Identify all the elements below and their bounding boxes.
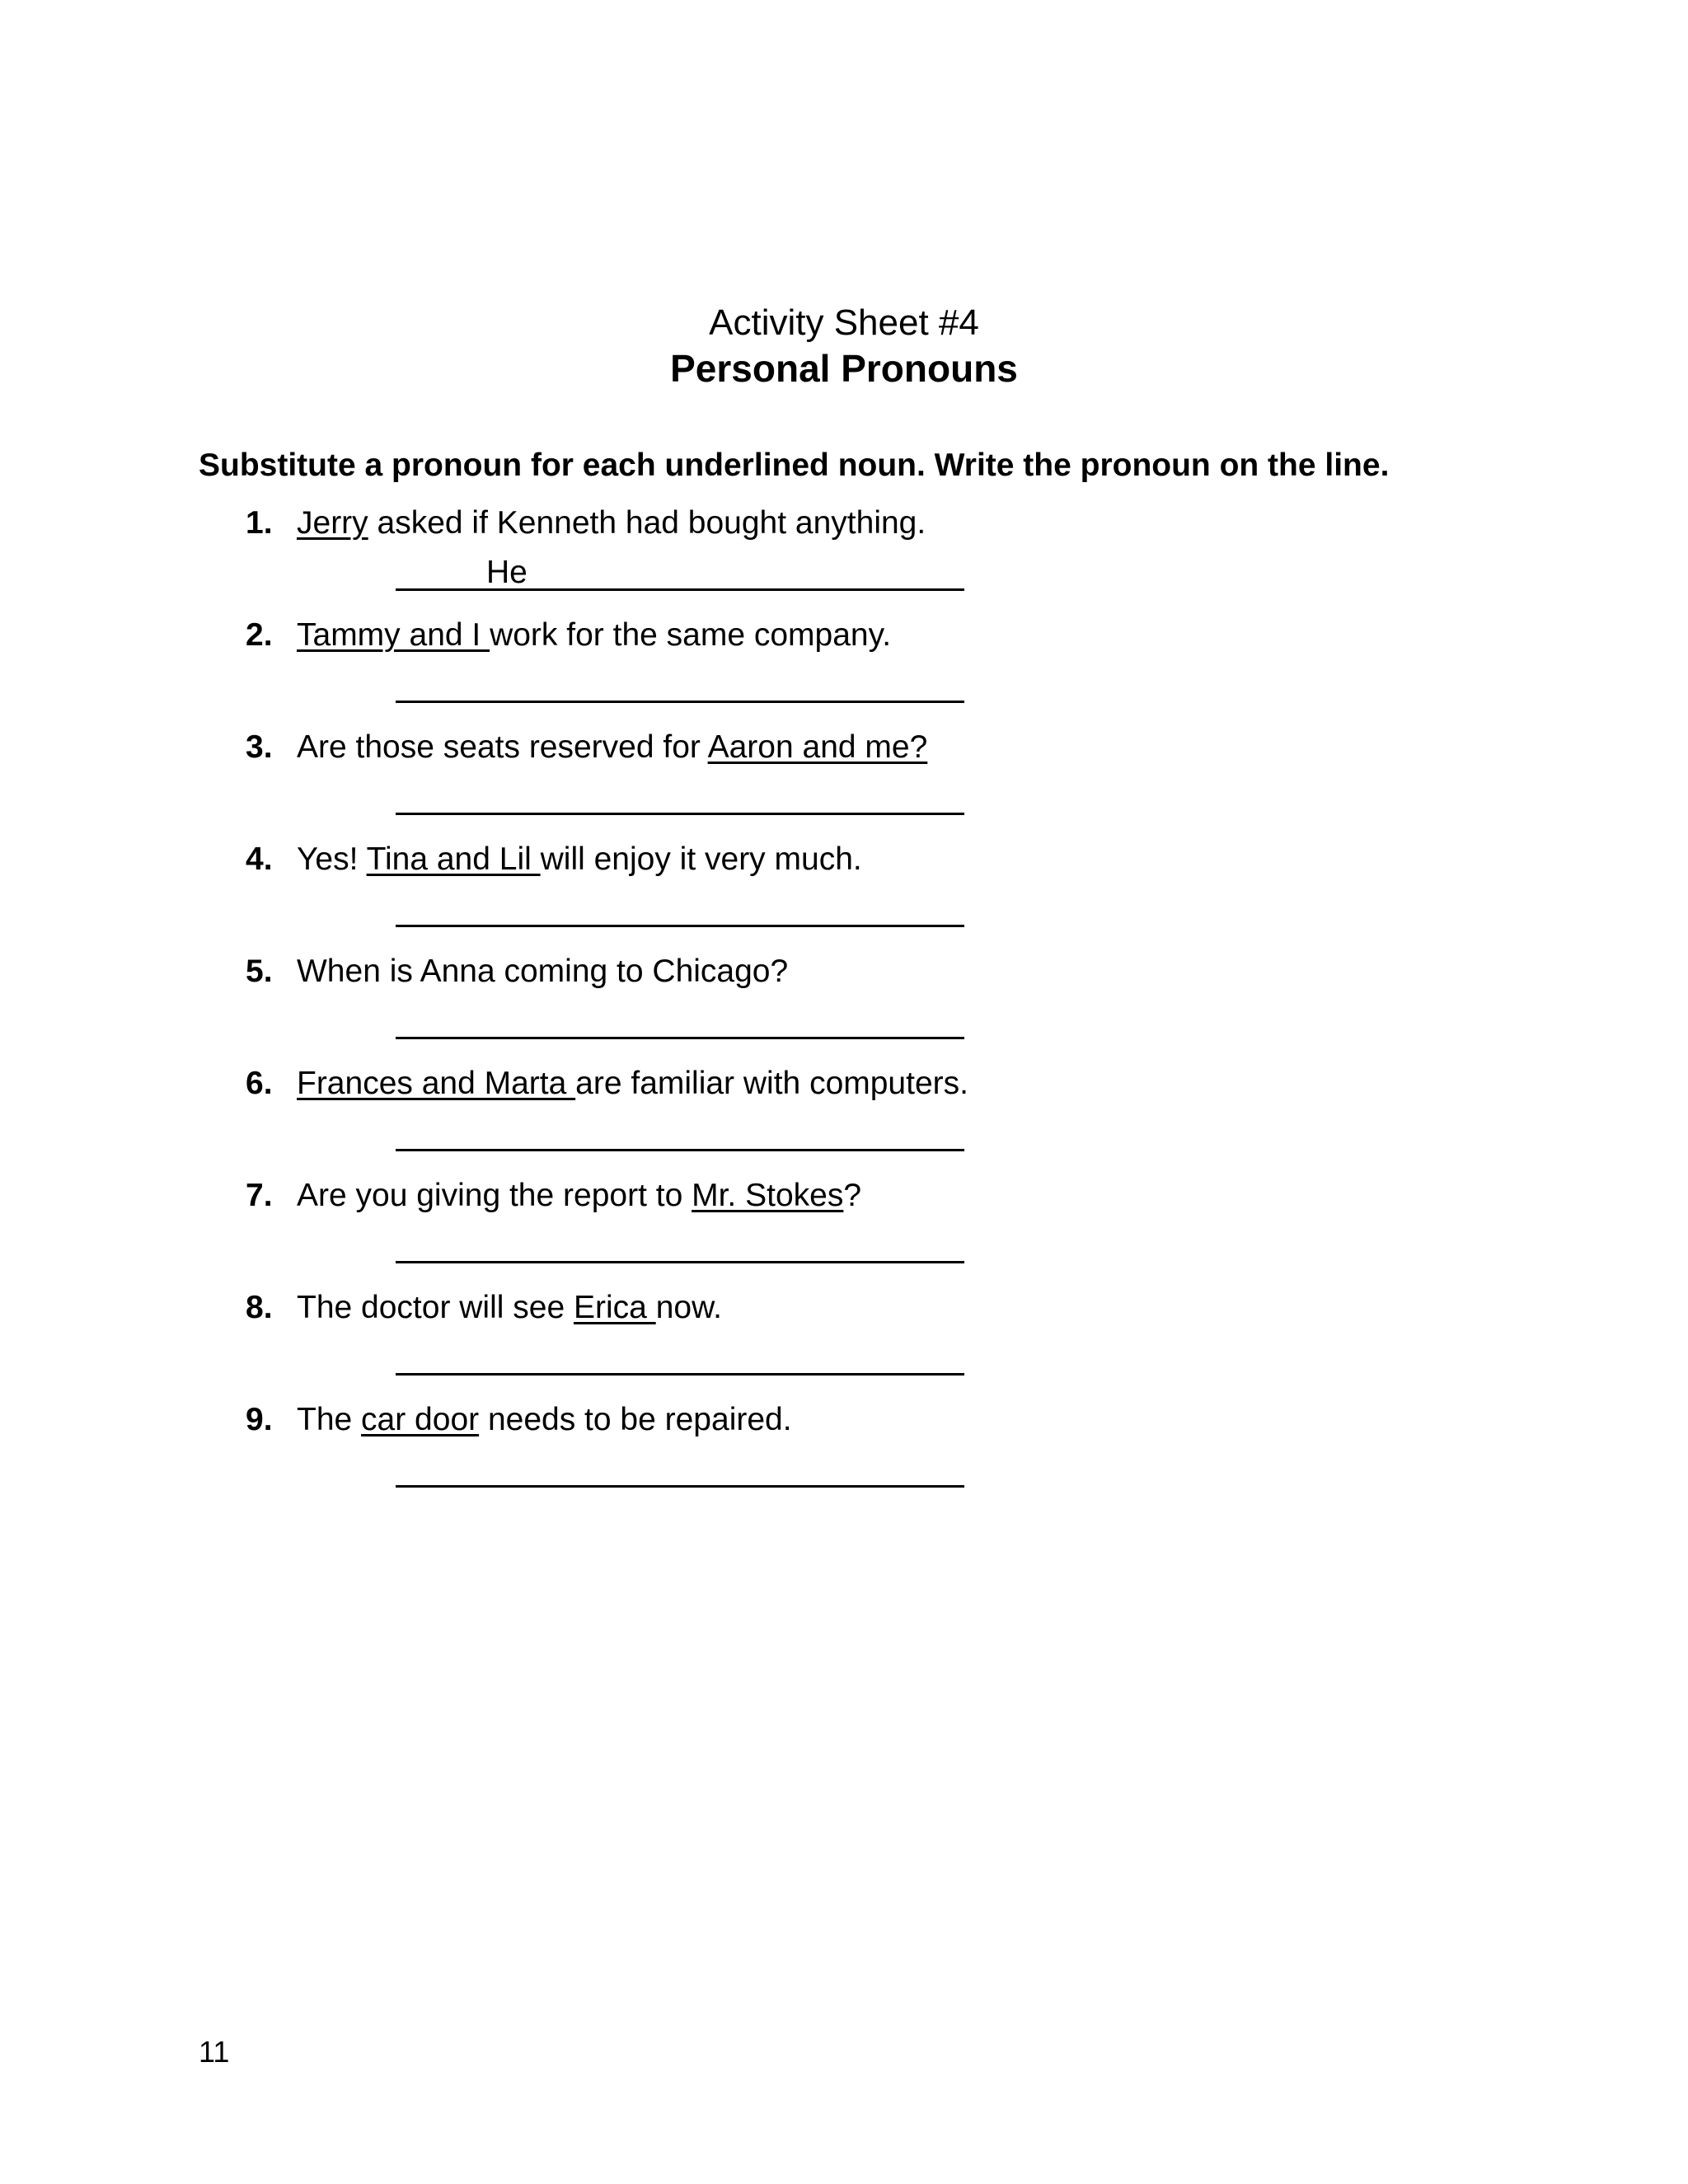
answer-line[interactable] (396, 925, 964, 927)
answer-line[interactable] (396, 1261, 964, 1263)
activity-sheet-label: Activity Sheet #4 (709, 302, 979, 343)
answer-line[interactable] (396, 1037, 964, 1039)
item-number: 8. (246, 1290, 273, 1325)
item-number: 3. (246, 729, 273, 765)
sentence-after: now. (655, 1290, 722, 1325)
sentence-after: are familiar with computers. (575, 1066, 968, 1101)
item-number: 1. (246, 505, 273, 541)
underlined-noun: Aaron and me? (707, 729, 928, 765)
answer-line[interactable] (396, 1149, 964, 1151)
answer-line[interactable] (396, 813, 964, 815)
sentence-after: needs to be repaired. (479, 1402, 792, 1437)
list-item-6 (0, 1063, 1688, 1175)
page-number: 11 (199, 2035, 230, 2069)
item-sentence (297, 503, 926, 544)
sentence-before: The doctor will see (297, 1290, 574, 1325)
item-sentence (297, 1175, 861, 1216)
item-number: 4. (246, 841, 273, 877)
item-number: 9. (246, 1402, 273, 1437)
item-sentence (297, 839, 862, 880)
item-sentence (297, 1063, 968, 1104)
list-item-9 (0, 1399, 1688, 1511)
answer-line[interactable] (396, 1485, 964, 1488)
list-item-2 (0, 615, 1688, 727)
list-item-8 (0, 1287, 1688, 1399)
sentence-after: asked if Kenneth had bought anything. (368, 505, 926, 541)
answer-line[interactable] (396, 588, 964, 591)
item-sentence (297, 1287, 722, 1329)
list-item-3 (0, 727, 1688, 839)
sentence-before: The (297, 1402, 362, 1437)
sentence-before: Yes! (297, 841, 367, 877)
sentence-after: will enjoy it very much. (540, 841, 862, 877)
sentence-before: Are those seats reserved for (297, 729, 708, 765)
item-sentence (297, 727, 927, 768)
sentence-before: Are you giving the report to (297, 1178, 692, 1213)
answer-line[interactable] (396, 701, 964, 703)
list-item-4 (0, 839, 1688, 951)
page-title: Personal Pronouns (670, 347, 1018, 390)
item-sentence (297, 615, 891, 656)
list-item-1 (0, 503, 1688, 615)
list-item-7 (0, 1175, 1688, 1287)
answer-line[interactable] (396, 1373, 964, 1376)
list-item-5 (0, 951, 1688, 1063)
underlined-noun: Jerry (297, 505, 368, 541)
item-sentence (297, 1399, 792, 1441)
underlined-noun: Tina and Lil (366, 841, 541, 877)
underlined-noun: Mr. Stokes (692, 1178, 844, 1213)
instructions: Substitute a pronoun for each underlined noun. Write the pronoun on the line. (199, 448, 1390, 483)
sentence-after: work for the same company. (490, 617, 892, 653)
sentence-after: ? (843, 1178, 862, 1213)
item-sentence (297, 951, 788, 992)
item-number: 5. (246, 954, 273, 989)
answer-text: He (486, 555, 528, 590)
sentence-before: When is Anna coming to Chicago? (297, 954, 789, 989)
underlined-noun: Tammy and I (297, 617, 490, 653)
underlined-noun: Erica (573, 1290, 656, 1325)
item-number: 7. (246, 1178, 273, 1213)
underlined-noun: car door (361, 1402, 480, 1437)
item-number: 2. (246, 617, 273, 653)
underlined-noun: Frances and Marta (297, 1066, 576, 1101)
item-number: 6. (246, 1066, 273, 1101)
